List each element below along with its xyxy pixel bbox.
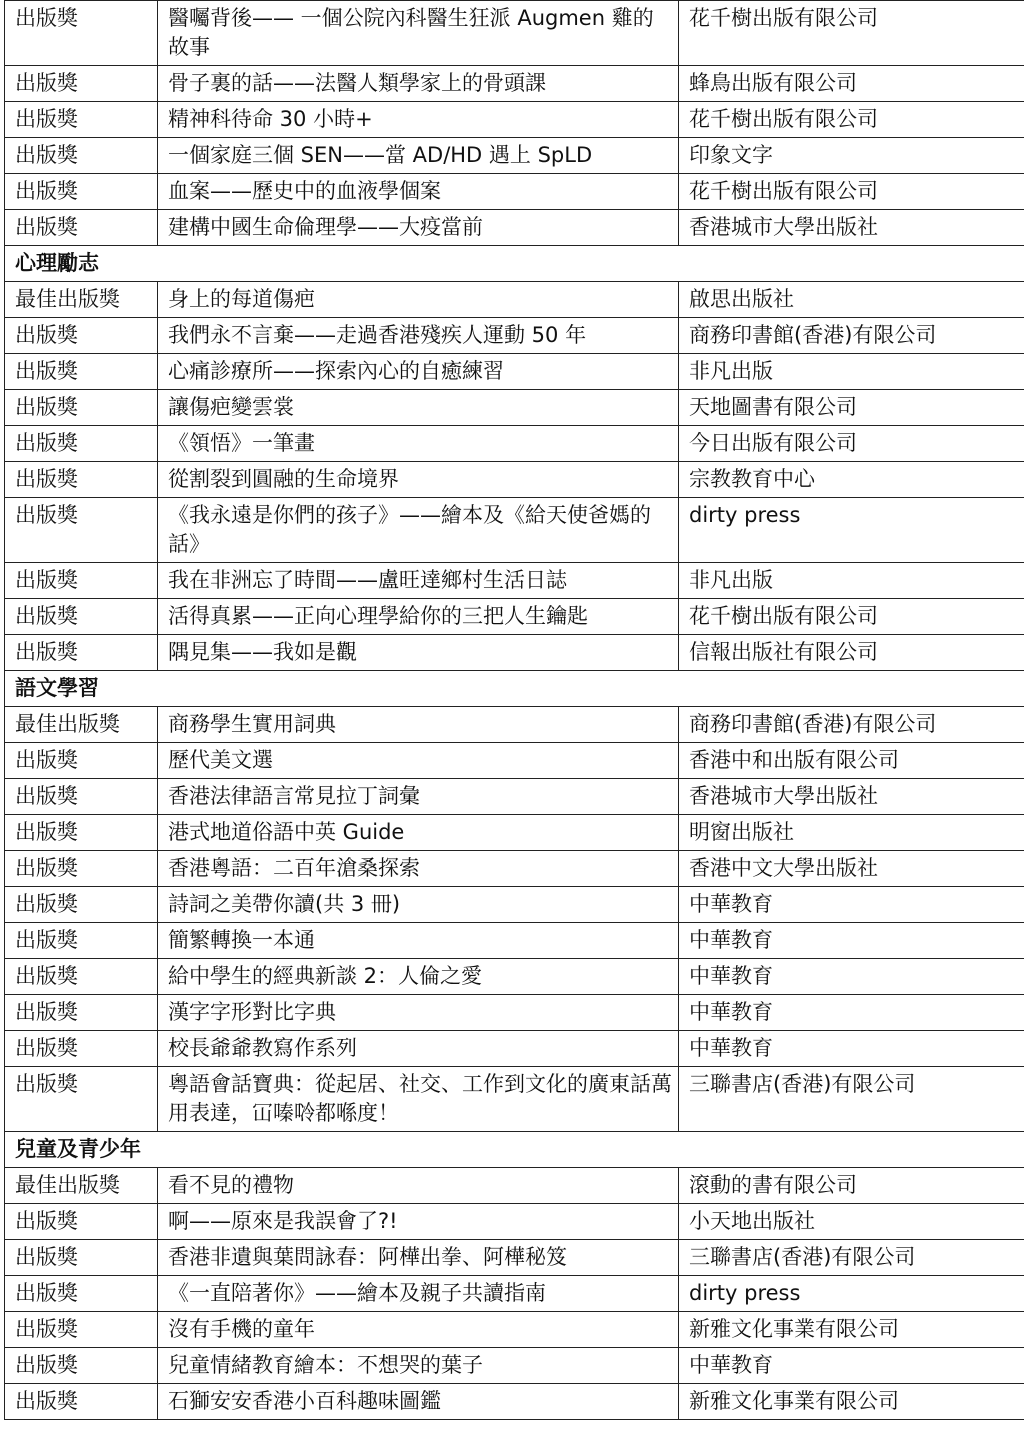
awards-table <box>4 0 1024 1420</box>
table-row <box>5 1 1024 66</box>
book-title-cell: 看不見的禮物 <box>158 1168 679 1204</box>
table-row <box>5 354 1024 390</box>
publisher-cell: 中華教育 <box>679 959 1024 995</box>
table-row <box>5 1312 1024 1348</box>
award-cell: 出版獎 <box>5 563 158 599</box>
book-title-cell: 活得真累——正向心理學給你的三把人生鑰匙 <box>158 599 679 635</box>
section-header-row <box>5 246 1024 282</box>
table-row <box>5 1067 1024 1132</box>
award-cell: 出版獎 <box>5 138 158 174</box>
award-cell: 出版獎 <box>5 923 158 959</box>
publisher-cell: 香港城市大學出版社 <box>679 779 1024 815</box>
table-row <box>5 635 1024 671</box>
award-cell: 出版獎 <box>5 426 158 462</box>
book-title-cell: 讓傷疤變雲裳 <box>158 390 679 426</box>
book-title-cell: 我們永不言棄——走過香港殘疾人運動 50 年 <box>158 318 679 354</box>
section-title: 語文學習 <box>5 671 1024 707</box>
award-cell: 出版獎 <box>5 354 158 390</box>
table-row <box>5 887 1024 923</box>
award-cell: 出版獎 <box>5 1276 158 1312</box>
publisher-cell: 今日出版有限公司 <box>679 426 1024 462</box>
book-title-cell: 粵語會話寶典：從起居、社交、工作到文化的廣東話萬用表達，冚嗪唥都喺度！ <box>158 1067 679 1132</box>
award-cell: 最佳出版獎 <box>5 1168 158 1204</box>
award-cell: 出版獎 <box>5 887 158 923</box>
book-title-cell: 沒有手機的童年 <box>158 1312 679 1348</box>
award-cell: 出版獎 <box>5 1384 158 1420</box>
table-row <box>5 102 1024 138</box>
publisher-cell: 啟思出版社 <box>679 282 1024 318</box>
book-title-cell: 香港非遺與葉問詠春：阿樺出拳、阿樺秘笈 <box>158 1240 679 1276</box>
table-row <box>5 318 1024 354</box>
award-cell: 出版獎 <box>5 1067 158 1132</box>
table-row <box>5 1384 1024 1420</box>
table-row <box>5 462 1024 498</box>
award-cell: 出版獎 <box>5 995 158 1031</box>
publisher-cell: 蜂鳥出版有限公司 <box>679 66 1024 102</box>
book-title-cell: 從割裂到圓融的生命境界 <box>158 462 679 498</box>
book-title-cell: 身上的每道傷疤 <box>158 282 679 318</box>
book-title-cell: 精神科待命 30 小時+ <box>158 102 679 138</box>
award-cell: 出版獎 <box>5 743 158 779</box>
publisher-cell: 宗教教育中心 <box>679 462 1024 498</box>
publisher-cell: 花千樹出版有限公司 <box>679 102 1024 138</box>
award-cell: 出版獎 <box>5 1031 158 1067</box>
table-row <box>5 1031 1024 1067</box>
book-title-cell: 漢字字形對比字典 <box>158 995 679 1031</box>
award-cell: 出版獎 <box>5 1240 158 1276</box>
book-title-cell: 兒童情緒教育繪本：不想哭的葉子 <box>158 1348 679 1384</box>
publisher-cell: 小天地出版社 <box>679 1204 1024 1240</box>
book-title-cell: 給中學生的經典新談 2：人倫之愛 <box>158 959 679 995</box>
publisher-cell: 中華教育 <box>679 995 1024 1031</box>
publisher-cell: dirty press <box>679 1276 1024 1312</box>
publisher-cell: 滾動的書有限公司 <box>679 1168 1024 1204</box>
table-row <box>5 1168 1024 1204</box>
table-row <box>5 743 1024 779</box>
book-title-cell: 《領悟》一筆畫 <box>158 426 679 462</box>
award-cell: 出版獎 <box>5 851 158 887</box>
publisher-cell: 三聯書店(香港)有限公司 <box>679 1240 1024 1276</box>
table-row <box>5 66 1024 102</box>
book-title-cell: 商務學生實用詞典 <box>158 707 679 743</box>
section-title: 兒童及青少年 <box>5 1132 1024 1168</box>
book-title-cell: 心痛診療所——探索內心的自癒練習 <box>158 354 679 390</box>
award-cell: 出版獎 <box>5 959 158 995</box>
book-title-cell: 《一直陪著你》——繪本及親子共讀指南 <box>158 1276 679 1312</box>
publisher-cell: 香港城市大學出版社 <box>679 210 1024 246</box>
book-title-cell: 香港法律語言常見拉丁詞彙 <box>158 779 679 815</box>
book-title-cell: 醫囑背後—— 一個公院內科醫生狂派 Augmen 雞的故事 <box>158 1 679 66</box>
book-title-cell: 香港粵語：二百年滄桑探索 <box>158 851 679 887</box>
table-row <box>5 923 1024 959</box>
book-title-cell: 歷代美文選 <box>158 743 679 779</box>
book-title-cell: 我在非洲忘了時間——盧旺達鄉村生活日誌 <box>158 563 679 599</box>
publisher-cell: 印象文字 <box>679 138 1024 174</box>
publisher-cell: dirty press <box>679 498 1024 563</box>
publisher-cell: 新雅文化事業有限公司 <box>679 1312 1024 1348</box>
awards-table-body <box>5 1 1024 1420</box>
award-cell: 最佳出版獎 <box>5 707 158 743</box>
publisher-cell: 花千樹出版有限公司 <box>679 174 1024 210</box>
publisher-cell: 香港中和出版有限公司 <box>679 743 1024 779</box>
publisher-cell: 天地圖書有限公司 <box>679 390 1024 426</box>
publisher-cell: 中華教育 <box>679 1031 1024 1067</box>
book-title-cell: 隅見集——我如是觀 <box>158 635 679 671</box>
table-row <box>5 779 1024 815</box>
award-cell: 出版獎 <box>5 210 158 246</box>
table-row <box>5 426 1024 462</box>
award-cell: 出版獎 <box>5 318 158 354</box>
book-title-cell: 骨子裏的話——法醫人類學家上的骨頭課 <box>158 66 679 102</box>
section-title: 心理勵志 <box>5 246 1024 282</box>
table-row <box>5 851 1024 887</box>
table-row <box>5 282 1024 318</box>
award-cell: 出版獎 <box>5 498 158 563</box>
table-row <box>5 1240 1024 1276</box>
publisher-cell: 信報出版社有限公司 <box>679 635 1024 671</box>
table-row <box>5 959 1024 995</box>
book-title-cell: 簡繁轉換一本通 <box>158 923 679 959</box>
book-title-cell: 詩詞之美帶你讀(共 3 冊) <box>158 887 679 923</box>
publisher-cell: 中華教育 <box>679 923 1024 959</box>
section-header-row <box>5 671 1024 707</box>
publisher-cell: 香港中文大學出版社 <box>679 851 1024 887</box>
publisher-cell: 中華教育 <box>679 1348 1024 1384</box>
award-cell: 出版獎 <box>5 102 158 138</box>
section-header-row <box>5 1132 1024 1168</box>
publisher-cell: 非凡出版 <box>679 563 1024 599</box>
award-cell: 出版獎 <box>5 1348 158 1384</box>
publisher-cell: 明窗出版社 <box>679 815 1024 851</box>
book-title-cell: 啊——原來是我誤會了?! <box>158 1204 679 1240</box>
table-row <box>5 1276 1024 1312</box>
book-title-cell: 《我永遠是你們的孩子》——繪本及《給天使爸媽的話》 <box>158 498 679 563</box>
table-row <box>5 707 1024 743</box>
award-cell: 出版獎 <box>5 1 158 66</box>
book-title-cell: 校長爺爺教寫作系列 <box>158 1031 679 1067</box>
table-row <box>5 390 1024 426</box>
table-row <box>5 1204 1024 1240</box>
publisher-cell: 商務印書館(香港)有限公司 <box>679 707 1024 743</box>
table-row <box>5 1348 1024 1384</box>
publisher-cell: 三聯書店(香港)有限公司 <box>679 1067 1024 1132</box>
award-cell: 最佳出版獎 <box>5 282 158 318</box>
award-cell: 出版獎 <box>5 462 158 498</box>
award-cell: 出版獎 <box>5 390 158 426</box>
table-row <box>5 815 1024 851</box>
publisher-cell: 花千樹出版有限公司 <box>679 599 1024 635</box>
book-title-cell: 石獅安安香港小百科趣味圖鑑 <box>158 1384 679 1420</box>
table-row <box>5 563 1024 599</box>
table-row <box>5 498 1024 563</box>
award-cell: 出版獎 <box>5 779 158 815</box>
award-cell: 出版獎 <box>5 1204 158 1240</box>
table-row <box>5 995 1024 1031</box>
book-title-cell: 港式地道俗語中英 Guide <box>158 815 679 851</box>
award-cell: 出版獎 <box>5 1312 158 1348</box>
publisher-cell: 非凡出版 <box>679 354 1024 390</box>
book-title-cell: 血案——歷史中的血液學個案 <box>158 174 679 210</box>
table-row <box>5 210 1024 246</box>
publisher-cell: 中華教育 <box>679 887 1024 923</box>
award-cell: 出版獎 <box>5 815 158 851</box>
publisher-cell: 商務印書館(香港)有限公司 <box>679 318 1024 354</box>
award-cell: 出版獎 <box>5 66 158 102</box>
award-cell: 出版獎 <box>5 599 158 635</box>
award-cell: 出版獎 <box>5 174 158 210</box>
publisher-cell: 花千樹出版有限公司 <box>679 1 1024 66</box>
book-title-cell: 一個家庭三個 SEN——當 AD/HD 遇上 SpLD <box>158 138 679 174</box>
award-cell: 出版獎 <box>5 635 158 671</box>
book-title-cell: 建構中國生命倫理學——大疫當前 <box>158 210 679 246</box>
table-row <box>5 599 1024 635</box>
table-row <box>5 138 1024 174</box>
table-row <box>5 174 1024 210</box>
publisher-cell: 新雅文化事業有限公司 <box>679 1384 1024 1420</box>
